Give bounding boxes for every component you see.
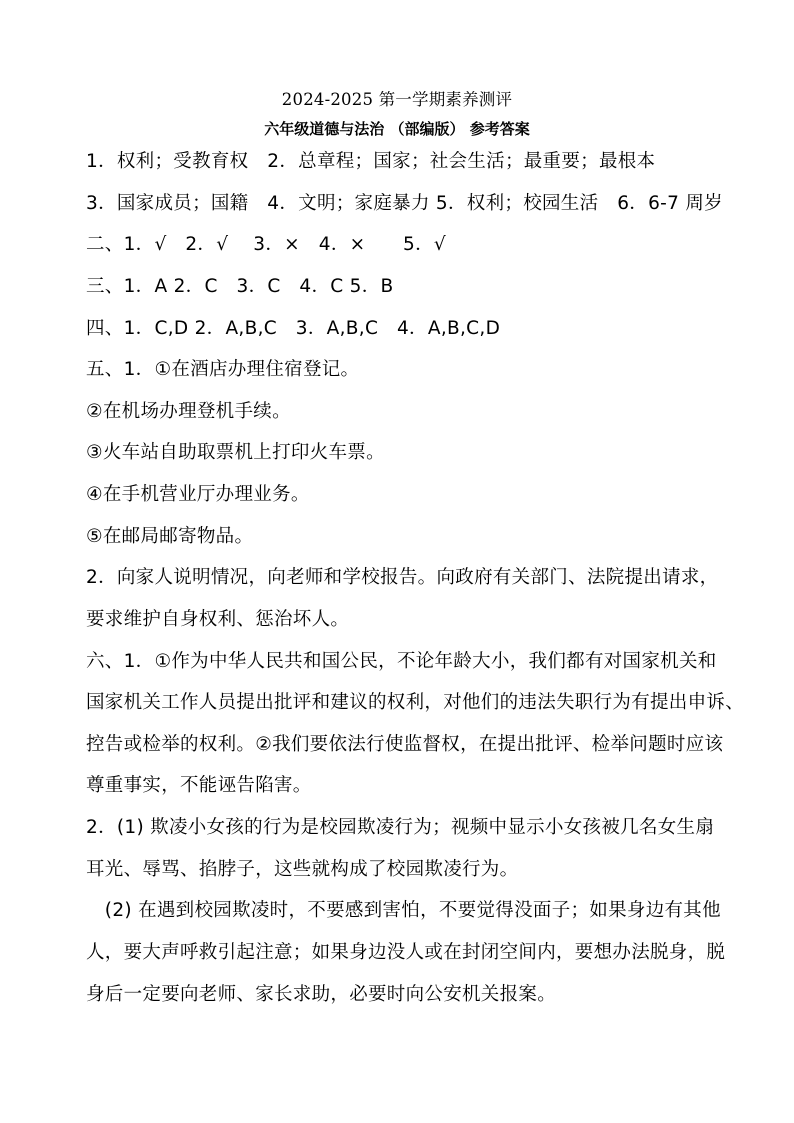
answer-line: 五、1．①在酒店办理住宿登记。: [86, 359, 360, 380]
page-title: 2024-2025 第一学期素养测评: [281, 90, 513, 109]
answer-line: 2．向家人说明情况，向老师和学校报告。向政府有关部门、法院提出请求，: [86, 567, 719, 588]
answer-line: 3．国家成员；国籍 4．文明；家庭暴力 5．权利；校园生活 6．6-7 周岁: [86, 193, 723, 214]
answer-line: ③火车站自助取票机上打印火车票。: [86, 442, 385, 463]
answer-line: 尊重事实，不能诬告陷害。: [86, 775, 312, 796]
answer-line: 二、1．√ 2．√ 3．× 4．× 5．√: [86, 234, 446, 255]
answer-line: 四、1．C,D 2．A,B,C 3．A,B,C 4．A,B,C,D: [86, 318, 501, 339]
answer-line: 三、1．A 2．C 3．C 4．C 5．B: [86, 276, 394, 297]
answer-line: ④在手机营业厅办理业务。: [86, 484, 310, 505]
answer-line: (2) 在遇到校园欺凌时，不要感到害怕，不要觉得没面子；如果身边有其他: [86, 900, 721, 921]
answer-line: 2．(1) 欺凌小女孩的行为是校园欺凌行为；视频中显示小女孩被几名女生扇: [86, 817, 715, 838]
answer-line: 身后一定要向老师、家长求助，必要时向公安机关报案。: [86, 984, 557, 1005]
page-subtitle: 六年级道德与法治 （部编版） 参考答案: [264, 120, 530, 138]
answer-line: 要求维护自身权利、惩治坏人。: [86, 609, 350, 630]
answer-line: ②在机场办理登机手续。: [86, 401, 291, 422]
answer-line: 六、1．①作为中华人民共和国公民，不论年龄大小，我们都有对国家机关和: [86, 651, 717, 672]
answer-line: ⑤在邮局邮寄物品。: [86, 526, 254, 547]
answer-line: 1．权利；受教育权 2．总章程；国家；社会生活；最重要；最根本: [86, 151, 656, 172]
answer-line: 人，要大声呼救引起注意；如果身边没人或在封闭空间内，要想办法脱身，脱: [86, 942, 726, 963]
answer-line: 控告或检举的权利。②我们要依法行使监督权，在提出批评、检举问题时应该: [86, 734, 724, 755]
answer-line: 耳光、辱骂、掐脖子，这些就构成了校园欺凌行为。: [86, 859, 519, 880]
answer-line: 国家机关工作人员提出批评和建议的权利，对他们的违法失职行为有提出申诉、: [86, 692, 745, 713]
